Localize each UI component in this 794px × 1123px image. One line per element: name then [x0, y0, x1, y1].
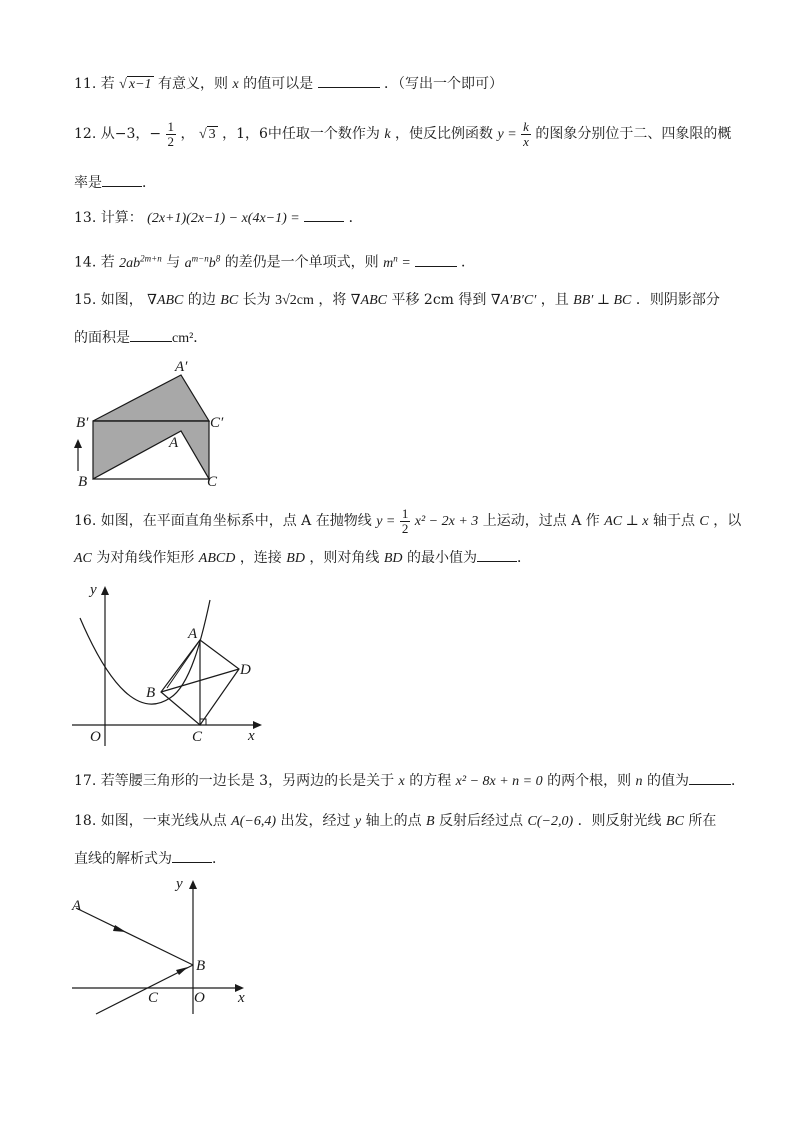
q15-text-5: 平移 2cm 得到 — [391, 292, 487, 308]
question-11 — [74, 72, 503, 95]
question-15 — [74, 290, 720, 311]
fig16-y-arrow — [101, 586, 109, 595]
q15-text-3: 长为 — [242, 292, 271, 308]
q15-text-7: ．则阴影部分 — [635, 292, 720, 308]
q11-text-1: 若 — [100, 76, 115, 92]
q16-line2-4: ，则对角线 — [309, 550, 380, 566]
q18-text-5: ．则反射光线 — [577, 813, 662, 829]
q17-text-1: 若等腰三角形的一边长是 3，另两边的长是关于 — [100, 773, 395, 789]
fig15-label-c1: C′ — [210, 415, 224, 431]
fig15-label-b1: B′ — [76, 415, 89, 431]
q18-bc: BC — [666, 814, 684, 829]
q14-answer-blank[interactable] — [415, 251, 457, 267]
fig16-label-x: x — [248, 728, 255, 744]
q12-fraction-half — [166, 120, 177, 149]
q17-text-3: 的两个根，则 — [547, 773, 632, 789]
fig18-label-c: C — [148, 990, 159, 1006]
fig18-label-b: B — [196, 958, 206, 974]
q15-line2: 的面积是 — [74, 330, 130, 346]
q12-text-4: ，使反比例函数 — [395, 126, 494, 142]
q17-number: 17. — [74, 773, 97, 789]
q16-end: ． — [516, 550, 531, 566]
q16-frac-den: 2 — [401, 520, 409, 536]
fig18-incident-arrow — [113, 925, 126, 932]
q15-text-1: 如图， — [100, 292, 143, 308]
q11-var: x — [232, 77, 239, 92]
q16-text-3: 轴于点 — [652, 513, 695, 529]
q12-frac-num: 1 — [167, 118, 175, 134]
q15-text-6: ，且 — [540, 292, 569, 308]
q14-term2-exp2: 8 — [215, 253, 221, 263]
q12-frac2-den: x — [523, 133, 529, 149]
fig15-arrow-head — [74, 439, 82, 448]
q17-text-4: 的值为 — [646, 773, 689, 789]
q12-answer-blank[interactable] — [102, 171, 142, 187]
q14-m: m — [383, 255, 394, 271]
q17-n: n — [635, 774, 643, 789]
q12-sqrt3: √ 3 — [198, 127, 216, 142]
q18-text-3: 轴上的点 — [365, 813, 422, 829]
q14-text-5: ． — [461, 254, 476, 271]
q18-y: y — [354, 814, 362, 829]
q16-fraction — [400, 507, 411, 536]
q15-tri1: ∇ABC — [147, 293, 184, 308]
q11-text-3: 的值可以是 — [243, 76, 314, 92]
q13-text-1: 计算： — [100, 210, 143, 226]
q16-bd: BD — [286, 551, 305, 566]
figure-18 — [66, 872, 256, 1022]
fig18-label-o: O — [194, 990, 205, 1006]
fig18-label-y: y — [176, 876, 183, 892]
question-12-line2 — [74, 171, 156, 193]
q16-abcd: ABCD — [198, 551, 236, 566]
fig16-label-c: C — [192, 729, 203, 745]
fig16-label-b: B — [146, 685, 156, 701]
q12-text-2: ， — [180, 126, 195, 142]
q14-term2-b: b — [208, 255, 216, 271]
q15-answer-blank[interactable] — [130, 326, 172, 342]
q17-answer-blank[interactable] — [689, 769, 731, 785]
q18-text-1: 如图，一束光线从点 — [100, 813, 227, 829]
q12-line2: 率是 — [74, 175, 102, 191]
q16-bd2: BD — [383, 551, 403, 566]
figure-16 — [70, 578, 270, 748]
fig18-incident-ray — [76, 908, 193, 965]
q15-tri3: ∇A′B′C′ — [490, 293, 537, 308]
q12-frac-den: 2 — [167, 133, 175, 149]
q15-len: 3√2cm — [275, 293, 314, 308]
q16-ac: AC — [74, 551, 92, 566]
q15-tri2: ∇ABC — [350, 293, 388, 308]
q14-text-1: 若 — [100, 254, 115, 271]
q16-line2-2: 为对角线作矩形 — [96, 550, 195, 566]
fig18-label-x: x — [238, 990, 245, 1006]
q16-perp: AC ⊥ x — [604, 514, 649, 529]
q16-answer-blank[interactable] — [477, 546, 517, 562]
q12-k: k — [384, 127, 391, 142]
q17-end: ． — [730, 773, 745, 789]
question-18 — [74, 811, 716, 832]
q12-text-5: 的图象分别位于二、四象限的概 — [535, 126, 732, 142]
fig16-label-a: A — [188, 626, 198, 642]
fig18-y-arrow — [189, 880, 197, 889]
q14-text-3: 的差仍是一个单项式，则 — [224, 254, 379, 271]
q11-radical: √ x−1 — [119, 77, 152, 92]
q13-number: 13. — [74, 210, 97, 226]
q16-y: y = — [376, 514, 396, 529]
fig15-label-b: B — [78, 474, 88, 490]
q16-c: C — [699, 514, 709, 529]
q12-line2-end: ． — [142, 175, 156, 191]
q14-term2-exp: m−n — [191, 253, 209, 263]
q15-perp: BB′ ⊥ BC — [573, 293, 632, 308]
question-12 — [74, 118, 731, 151]
question-18-line2 — [74, 847, 226, 869]
q14-mn — [383, 253, 398, 271]
q11-text-2: 有意义，则 — [157, 76, 228, 92]
q14-text-2: 与 — [166, 254, 181, 271]
q18-line2: 直线的解析式为 — [74, 851, 172, 867]
q18-text-2: 出发，经过 — [280, 813, 351, 829]
q17-x: x — [398, 774, 405, 789]
fig18-reflected-arrow — [176, 967, 188, 975]
q18-number: 18. — [74, 813, 97, 829]
fig16-label-y: y — [90, 582, 97, 598]
question-17 — [74, 769, 745, 792]
q11-text-4: ．（写出一个即可） — [384, 76, 504, 92]
fig16-label-d: D — [240, 662, 251, 678]
q18-end: ． — [212, 851, 226, 867]
q12-fraction-kx — [521, 120, 531, 149]
q16-text-2: 上运动，过点 A 作 — [482, 513, 600, 529]
fig15-label-c: C — [207, 474, 218, 490]
q14-eq: = — [402, 255, 411, 271]
q14-n: n — [393, 253, 398, 263]
q16-number: 16. — [74, 513, 97, 529]
q15-text-2: 的边 — [187, 292, 216, 308]
q12-frac2-num: k — [523, 118, 529, 134]
question-14 — [74, 248, 475, 274]
q12-text-1: 从−3，− — [100, 126, 162, 142]
q18-text-6: 所在 — [688, 813, 717, 829]
q12-number: 12. — [74, 126, 97, 142]
q13-text-2: ． — [348, 210, 363, 226]
q16-frac-num: 1 — [401, 505, 409, 521]
q14-term1-exp: 2m+n — [140, 253, 162, 263]
q12-sqrt-val: 3 — [208, 127, 216, 142]
q17-equation: x² − 8x + n = 0 — [455, 774, 543, 789]
q14-term2-a: a — [184, 255, 192, 271]
question-13 — [74, 206, 363, 229]
question-16 — [74, 506, 741, 537]
q18-point-c: C(−2,0) — [527, 814, 574, 829]
q18-point-a: A(−6,4) — [231, 814, 276, 829]
q16-text-4: ，以 — [713, 513, 742, 529]
q15-number: 15. — [74, 292, 97, 308]
figure-15 — [70, 355, 250, 495]
q14-number: 14. — [74, 254, 97, 271]
q11-answer-blank[interactable] — [318, 72, 380, 88]
fig16-line-ab2 — [167, 640, 200, 688]
fig18-label-a: A — [72, 898, 82, 914]
q12-y: y = — [497, 127, 517, 142]
q15-unit: cm²． — [172, 331, 208, 346]
q17-text-2: 的方程 — [409, 773, 452, 789]
q11-number: 11. — [74, 76, 97, 92]
q15-text-4: ，将 — [318, 292, 347, 308]
q13-expression: (2x+1)(2x−1) − x(4x−1) = — [147, 211, 300, 226]
fig16-label-o: O — [90, 729, 101, 745]
q14-term2 — [184, 253, 221, 271]
fig15-shaded-top — [93, 375, 209, 421]
q16-expr: x² − 2x + 3 — [414, 514, 479, 529]
fig15-label-a: A — [169, 435, 179, 451]
q15-bc: BC — [220, 293, 239, 308]
question-16-line2 — [74, 546, 531, 569]
q13-answer-blank[interactable] — [304, 206, 344, 222]
q14-term1-base: 2ab — [119, 255, 141, 271]
question-15-line2 — [74, 326, 207, 349]
fig15-label-a1: A′ — [175, 359, 188, 375]
q12-text-3: ，1，6中任取一个数作为 — [222, 126, 380, 142]
q11-radicand: x−1 — [128, 77, 152, 92]
q18-answer-blank[interactable] — [172, 847, 212, 863]
q18-text-4: 反射后经过点 — [439, 813, 524, 829]
q16-line2-5: 的最小值为 — [406, 550, 477, 566]
q14-term1 — [119, 253, 162, 271]
q16-text-1: 如图，在平面直角坐标系中，点 A 在抛物线 — [100, 513, 372, 529]
q18-b: B — [426, 814, 435, 829]
q16-line2-3: ，连接 — [239, 550, 282, 566]
